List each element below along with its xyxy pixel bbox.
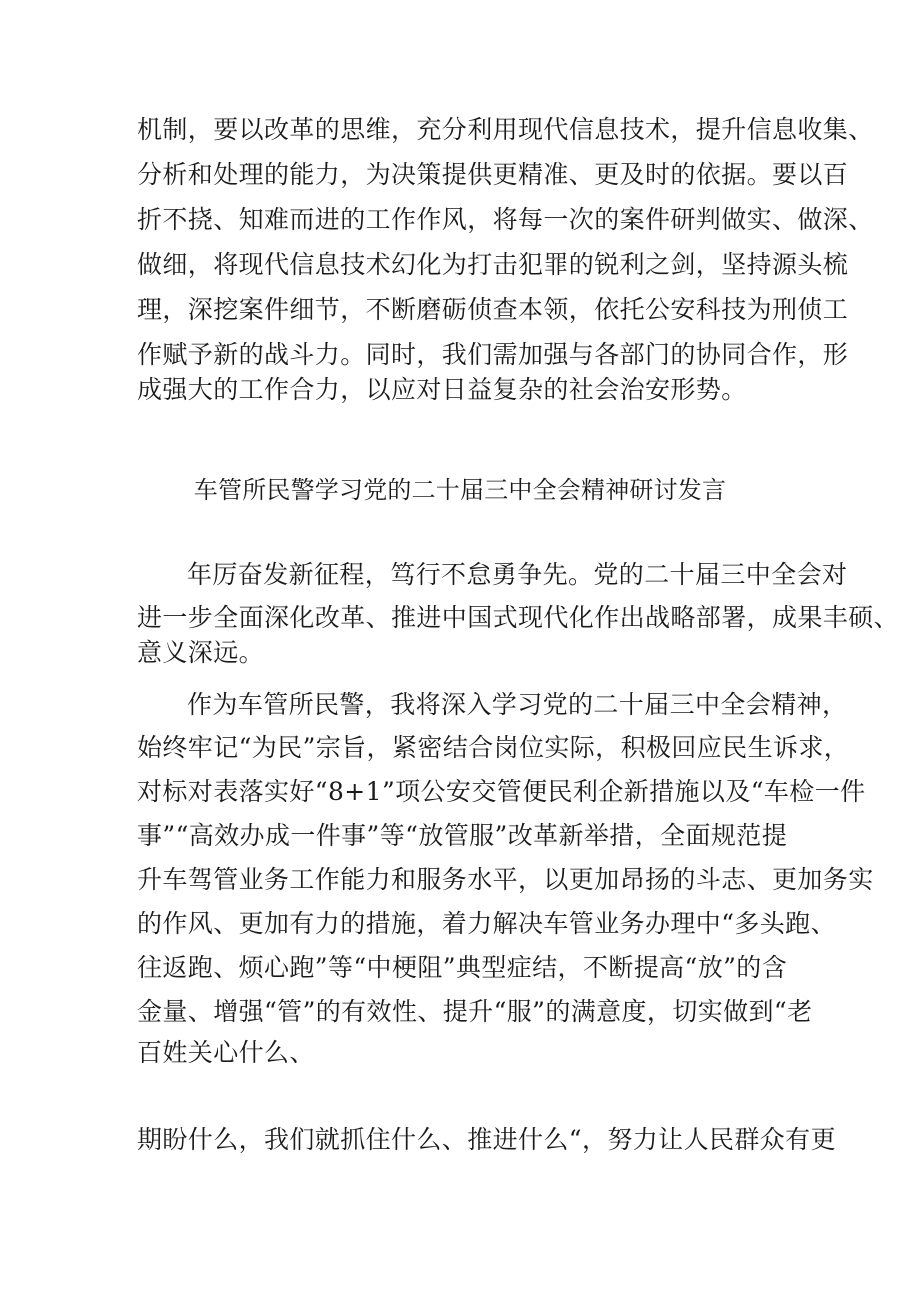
text-line: 往返跑、烦心跑”等“中梗阻”典型症结，不断提高“放”的含	[137, 953, 788, 982]
text-line: 事”“高效办成一件事”等“放管服”改革新举措，全面规范提	[137, 821, 788, 850]
text-line: 年厉奋发新征程，笃行不怠勇争先。党的二十届三中全会对	[187, 560, 848, 589]
text-line: 意义深远。	[137, 638, 265, 667]
text-line: 分析和处理的能力，为决策提供更精准、更及时的依据。要以百	[137, 160, 849, 189]
text-line: 机制，要以改革的思维，充分利用现代信息技术，提升信息收集、	[137, 115, 874, 144]
text-line: 作为车管所民警，我将深入学习党的二十届三中全会精神，	[187, 690, 848, 719]
text-line: 期盼什么，我们就抓住什么、推进什么“，努力让人民群众有更	[137, 1125, 836, 1154]
text-line: 成强大的工作合力，以应对日益复杂的社会治安形势。	[137, 375, 747, 404]
text-line: 始终牢记“为民”宗旨，紧密结合岗位实际，积极回应民生诉求，	[137, 733, 850, 762]
text-line: 理，深挖案件细节，不断磨砺侦查本领，依托公安科技为刑侦工	[137, 295, 849, 324]
text-line: 进一步全面深化改革、推进中国式现代化作出战略部署，成果丰硕、	[137, 603, 900, 632]
text-line: 对标对表落实好“8+1”项公安交管便民利企新措施以及“车检一件	[137, 777, 866, 806]
section-heading: 车管所民警学习党的二十届三中全会精神研讨发言	[193, 476, 727, 504]
text-line: 作赋予新的战斗力。同时，我们需加强与各部门的协同合作，形	[137, 340, 849, 369]
text-line: 金量、增强“管”的有效性、提升“服”的满意度，切实做到“老	[137, 997, 813, 1026]
text-line: 升车驾管业务工作能力和服务水平，以更加昂扬的斗志、更加务实	[137, 865, 874, 894]
text-line: 折不挠、知难而进的工作作风，将每一次的案件研判做实、做深、	[137, 205, 874, 234]
text-line: 的作风、更加有力的措施，着力解决车管业务办理中“多头跑、	[137, 909, 836, 938]
text-line: 百姓关心什么、	[137, 1038, 315, 1067]
text-line: 做细，将现代信息技术幻化为打击犯罪的锐利之剑，坚持源头梳	[137, 250, 849, 279]
